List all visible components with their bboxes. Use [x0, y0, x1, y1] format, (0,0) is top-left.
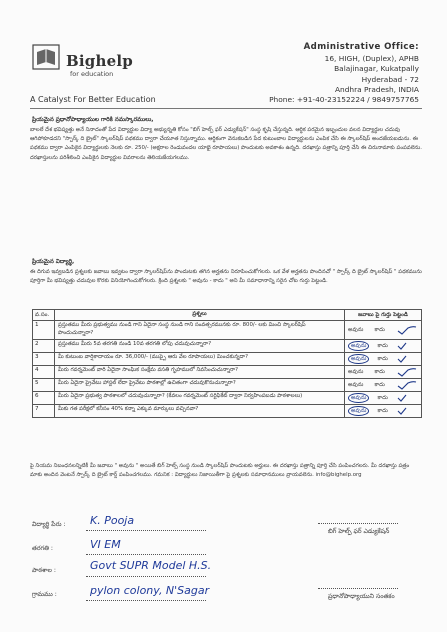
no-option[interactable]: కాదు — [374, 326, 385, 333]
row-number: 1 — [33, 321, 55, 339]
table-row — [33, 366, 421, 379]
village-label: గ్రామము : — [32, 591, 57, 598]
answer-cell[interactable] — [345, 392, 421, 404]
answer-cell[interactable] — [345, 366, 421, 378]
school-field[interactable]: Govt SUPR Model H.S. — [90, 559, 212, 572]
no-option[interactable]: కాదు — [377, 355, 388, 362]
handwritten-tick-icon — [396, 380, 418, 390]
row-number: 3 — [33, 353, 55, 365]
question-text: ప్రస్తుతము మీరు ప్రభుత్వము నుండి గాని ఏదైనా సంస్థ నుండి గాని సంవత్సరమునకు రూ. 800/- లకు మించి స్కాలర్‌షిప్ పొందుచున్నారా? — [55, 321, 345, 339]
name-label: విద్యార్థి పేరు : — [32, 521, 66, 528]
phone-number: Phone: +91-40-23152224 / 9849757765 — [269, 95, 419, 105]
answer-cell[interactable] — [345, 405, 421, 417]
school-label: పాఠశాల : — [32, 567, 56, 574]
village-underline — [86, 600, 206, 601]
row-number: 7 — [33, 405, 55, 417]
tagline: A Catalyst For Better Education — [30, 95, 156, 104]
column-question-header: ప్రశ్నలు — [55, 310, 345, 320]
address-line: Hyderabad - 72 — [361, 74, 419, 84]
answer-cell[interactable] — [345, 353, 421, 365]
intro-paragraph: బాలలే దేశ భవిష్యత్తు అనే నినాదంతో పేద విద్యార్థుల విద్యా అభ్యున్నతి కోసం "బిగ్ హెల్ప్ ఫర్ ఎడ్యుకేషన్" సంస్థ కృషి చేస్తున్నది. ఆర్థిక పరమైన ఇబ్బందుల వలన విద్యార్థుల చదువు ఆగిపోకూడదని "స్పార్క్ ది బ్రైట్" స్కాలర్‌షిప్ పథకము ద్వారా చేయూత నిస్తున్నాము. ఆర్థికంగా వెనుకబడిన పేద కుటుంబాల విద్యార్థులను ఎంపిక చేసి ఈ స్కాలర్‌షిప్ అందజేయబడును. ఈ పథకము ద్వారా ఎంపికైన విద్యార్థులకు నెలకు రూ. 250/- (అక్షరాల రెండువందల యాభై రూపాయలు) పొందుటకు అవకాశం ఉన్నది. దరఖాస్తు పత్రాన్ని పూర్తి చేసి ఈ చిరునామాకు పంపవలెను. దరఖాస్తులను పరిశీలించి ఎంపికైన విద్యార్థుల వివరాలను తెలియజేయగలము. — [30, 127, 422, 161]
questions-table — [32, 309, 422, 418]
yes-option[interactable]: అవును — [348, 406, 369, 416]
question-text: మీ కుటుంబ వార్షికాదాయం రూ. 36,000/- (ముప్పై ఆరు వేల రూపాయలు) మించకున్నదా? — [55, 353, 345, 365]
table-row — [33, 353, 421, 366]
signature-label-org: బిగ్ హెల్ప్ ఫర్ ఎడ్యుకేషన్ — [328, 528, 390, 535]
brand-subtitle: for education — [70, 70, 114, 78]
signature-line-org — [318, 523, 398, 524]
no-option[interactable]: కాదు — [374, 368, 385, 375]
no-option[interactable]: కాదు — [377, 407, 388, 414]
question-text: మీకు గత పరీక్షలో కనీసం 40% కన్నా ఎక్కువ మార్కులు వచ్చినవా? — [55, 405, 345, 417]
answer-cell[interactable] — [345, 340, 421, 352]
question-text: ప్రస్తుతము మీరు 5వ తరగతి నుండి 10వ తరగతి లోపు చదువుచున్నారా? — [55, 340, 345, 352]
yes-option[interactable]: అవును — [348, 326, 364, 333]
header-divider — [30, 108, 422, 109]
name-underline — [86, 530, 206, 531]
no-option[interactable]: కాదు — [374, 381, 385, 388]
handwritten-tick-icon — [396, 325, 418, 335]
office-address — [269, 42, 419, 105]
answer-cell[interactable] — [345, 321, 421, 339]
question-text: మీరు ఏదైనా ప్రైవేటు హాస్టల్ లేదా ప్రైవేటు పాఠశాల్లో ఉచితంగా చదువుకొనుచున్నారా? — [55, 379, 345, 391]
address-line: Andhra Pradesh, INDIA — [334, 84, 419, 94]
village-field[interactable]: pylon colony, N'Sagar — [90, 584, 210, 597]
table-row — [33, 340, 421, 353]
instruction-paragraph: ఈ దిగువ ఇవ్వబడిన ప్రశ్నలకు జవాబు ఇవ్వటం ద్వారా స్కాలర్‌షిప్‌ను పొందుటకు తగిన అర్హతను నిరూపించుకోగలరు. ఒక వేళ అర్హతను పొందినచో " స్పార్క్ ది బ్రైట్ స్కాలర్‌షిప్ " పథకమును పూర్తిగా మీ భవిష్యత్తు చదువుల కొరకు వినియోగించుకోగలరు. క్రింది ప్రశ్నలకు " అవును - కాదు " అని మీ సమాధానాన్ని సరైన చోట గుర్తు పెట్టండి. — [30, 269, 422, 285]
closing-paragraph: పై నియమ నిబంధనలన్నిటికీ మీ జవాబు " అవును " అయితే బిగ్ హెల్ప్ సంస్థ నుండి స్కాలర్‌షిప్ పొందుటకు అర్హులు. ఈ దరఖాస్తు పత్రాన్ని పూర్తి చేసి పంపించగలరు. మీ దరఖాస్తు పత్రం మాకు అందిన వెంటనే స్పార్క్ ది బ్రైట్ కార్డ్ పంపించగలము. గమనిక : విద్యార్థులు నిజాయితీగా పై ప్రశ్నలకు సమాధానములు వ్రాయవలెను. info@bighelp.org — [30, 463, 410, 479]
salutation-headmaster: ప్రియమైన ప్రధానోపాధ్యాయుల గారికి నమస్కారములు, — [32, 117, 154, 123]
table-row — [33, 321, 421, 340]
book-logo-icon — [32, 44, 60, 70]
yes-option[interactable]: అవును — [348, 368, 364, 375]
signature-label-headmaster: ప్రధానోపాధ్యాయుని సంతకం — [328, 593, 395, 600]
name-field[interactable]: K. Pooja — [90, 514, 135, 527]
column-number-header: వ.సం. — [33, 310, 55, 320]
handwritten-tick-icon — [396, 393, 418, 403]
table-header — [33, 310, 421, 321]
yes-option[interactable]: అవును — [348, 393, 369, 403]
yes-option[interactable]: అవును — [348, 354, 369, 364]
yes-option[interactable]: అవును — [348, 341, 369, 351]
table-row — [33, 405, 421, 417]
handwritten-tick-icon — [396, 341, 418, 351]
class-label: తరగతి : — [32, 545, 53, 552]
answer-cell[interactable] — [345, 379, 421, 391]
class-field[interactable]: VI EM — [90, 538, 121, 551]
row-number: 5 — [33, 379, 55, 391]
no-option[interactable]: కాదు — [377, 342, 388, 349]
question-text: మీరు గవర్నమెంట్ వారి ఏదైనా సాంఘిక సంక్షేమ వసతి గృహములో నివసించుచున్నారా? — [55, 366, 345, 378]
salutation-student: ప్రియమైన విద్యార్థి, — [32, 259, 75, 265]
class-underline — [86, 554, 206, 555]
handwritten-tick-icon — [396, 354, 418, 364]
yes-option[interactable]: అవును — [348, 381, 364, 388]
table-row — [33, 392, 421, 405]
table-row — [33, 379, 421, 392]
school-underline — [86, 576, 206, 577]
signature-line-headmaster — [318, 588, 398, 589]
row-number: 4 — [33, 366, 55, 378]
row-number: 2 — [33, 340, 55, 352]
office-title: Administrative Office: — [303, 42, 419, 52]
address-line: Balajinagar, Kukatpally — [334, 64, 419, 74]
column-answer-header: జవాబు పై గుర్తు పెట్టండి — [358, 312, 408, 318]
address-line: 16, HIGH, (Duplex), APHB — [324, 54, 419, 64]
row-number: 6 — [33, 392, 55, 404]
handwritten-tick-icon — [396, 367, 418, 377]
brand-name: Bighelp — [66, 52, 133, 70]
no-option[interactable]: కాదు — [377, 394, 388, 401]
handwritten-tick-icon — [396, 406, 418, 416]
question-text: మీరు ఏదైనా ప్రభుత్వ పాఠశాలలో చదువుచున్నారా? (కేవలం గవర్నమెంట్ సర్టిఫికేట్ ద్వారా నిర్వహింపబడు పాఠశాలలు) — [55, 392, 345, 404]
